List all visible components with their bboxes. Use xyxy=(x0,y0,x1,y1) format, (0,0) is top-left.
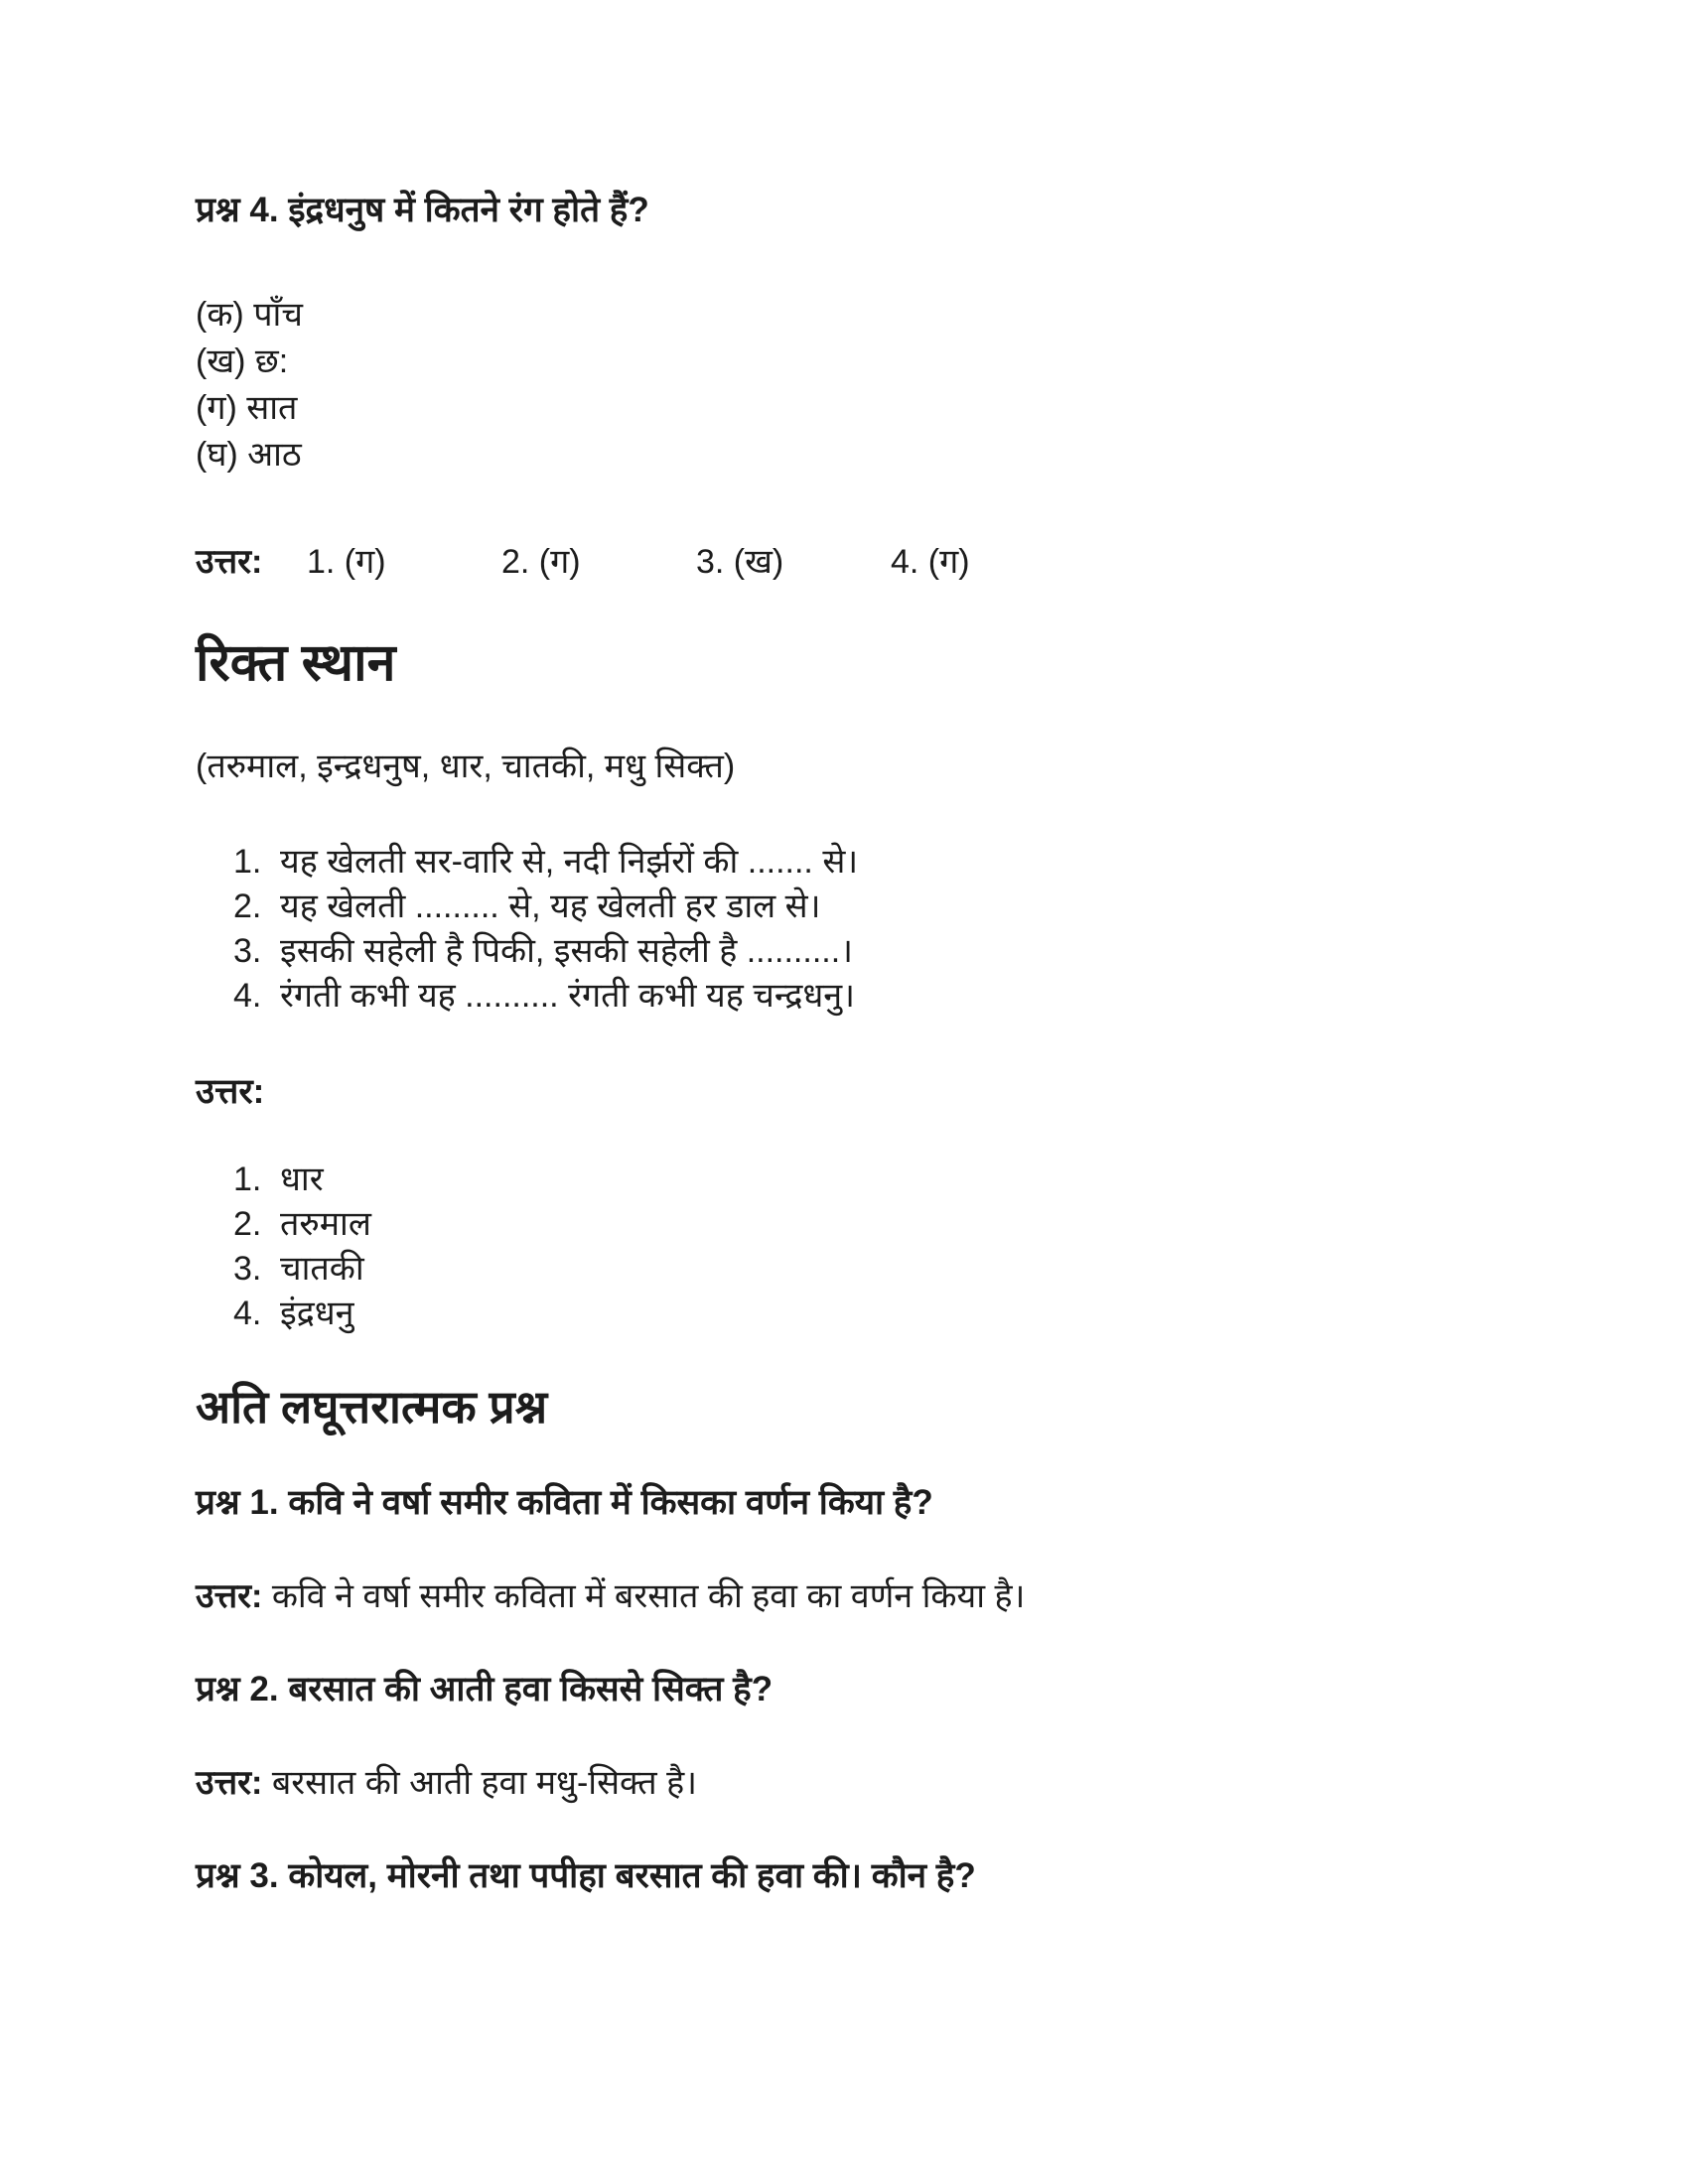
fill-answer-text: चातकी xyxy=(280,1250,364,1288)
question-line xyxy=(196,1481,1460,1525)
mcq-answer-item: 3. (ख) xyxy=(696,543,784,581)
fill-answers-label: उत्तर: xyxy=(196,1072,265,1111)
mcq-question-text: इंद्रधनुष में कितने रंग होते हैं? xyxy=(288,191,649,229)
fill-answer-item xyxy=(196,1202,1460,1247)
section-heading-short-questions: अति लघूत्तरात्मक प्रश्न xyxy=(196,1381,548,1433)
mcq-answer-row xyxy=(196,540,1460,584)
fill-item-number: 2. xyxy=(233,887,262,925)
answer-line xyxy=(196,1574,1460,1618)
fill-item xyxy=(196,885,1460,929)
question-label: प्रश्न 3. xyxy=(196,1856,279,1895)
mcq-answer-label: उत्तर: xyxy=(196,543,263,581)
fill-item-number: 3. xyxy=(233,932,262,970)
question-label: प्रश्न 2. xyxy=(196,1670,279,1708)
fill-answer-text: तरुमाल xyxy=(280,1205,371,1243)
answer-text: बरसात की आती हवा मधु-सिक्त है। xyxy=(271,1764,698,1802)
fill-item-text: इसकी सहेली है पिकी, इसकी सहेली है ..........। xyxy=(280,932,854,970)
question-text: बरसात की आती हवा किससे सिक्त है? xyxy=(288,1670,774,1708)
fill-item-text: यह खेलती ......... से, यह खेलती हर डाल से। xyxy=(280,887,821,925)
fill-item xyxy=(196,974,1460,1019)
fill-item xyxy=(196,840,1460,885)
answer-label: उत्तर: xyxy=(196,1764,263,1802)
fill-in-blanks-list xyxy=(196,840,1460,1019)
fill-answer-text: इंद्रधनु xyxy=(280,1295,354,1332)
fill-answer-item xyxy=(196,1247,1460,1292)
mcq-answer-item: 2. (ग) xyxy=(501,543,581,581)
mcq-answer-item: 4. (ग) xyxy=(891,543,970,581)
mcq-options xyxy=(196,292,1460,478)
question-text: कोयल, मोरनी तथा पपीहा बरसात की हवा की। कौन है? xyxy=(288,1856,976,1895)
fill-answers-list xyxy=(196,1158,1460,1336)
answer-label: उत्तर: xyxy=(196,1577,263,1615)
fill-item-text: यह खेलती सर-वारि से, नदी निर्झरों की ....... से। xyxy=(280,843,859,881)
fill-answer-number: 3. xyxy=(233,1250,262,1288)
mcq-option: (ख) छ: xyxy=(196,342,289,380)
fill-answer-number: 1. xyxy=(233,1160,262,1198)
fill-answer-item xyxy=(196,1292,1460,1336)
mcq-option: (घ) आठ xyxy=(196,436,302,474)
word-bank: (तरुमाल, इन्द्रधनुष, धार, चातकी, मधु सिक्त) xyxy=(196,748,736,785)
section-heading-fill-in-blanks: रिक्त स्थान xyxy=(196,634,396,692)
fill-item-number: 4. xyxy=(233,977,262,1015)
fill-answer-number: 2. xyxy=(233,1205,262,1243)
answer-line xyxy=(196,1761,1460,1805)
mcq-option: (क) पाँच xyxy=(196,296,303,334)
answer-text: कवि ने वर्षा समीर कविता में बरसात की हवा का वर्णन किया है। xyxy=(271,1577,1026,1615)
question-line xyxy=(196,1668,1460,1711)
fill-item-text: रंगती कभी यह .......... रंगती कभी यह चन्द्रधनु। xyxy=(280,977,856,1015)
question-label: प्रश्न 1. xyxy=(196,1483,279,1522)
mcq-question-heading xyxy=(196,189,1460,232)
mcq-answer-item: 1. (ग) xyxy=(307,543,386,581)
fill-answer-number: 4. xyxy=(233,1295,262,1332)
fill-answer-text: धार xyxy=(280,1160,324,1198)
mcq-question-label: प्रश्न 4. xyxy=(196,191,279,229)
question-line xyxy=(196,1854,1460,1898)
mcq-option: (ग) सात xyxy=(196,389,298,427)
fill-item xyxy=(196,929,1460,974)
fill-answer-item xyxy=(196,1158,1460,1202)
question-text: कवि ने वर्षा समीर कविता में किसका वर्णन किया है? xyxy=(288,1483,933,1522)
fill-item-number: 1. xyxy=(233,843,262,881)
